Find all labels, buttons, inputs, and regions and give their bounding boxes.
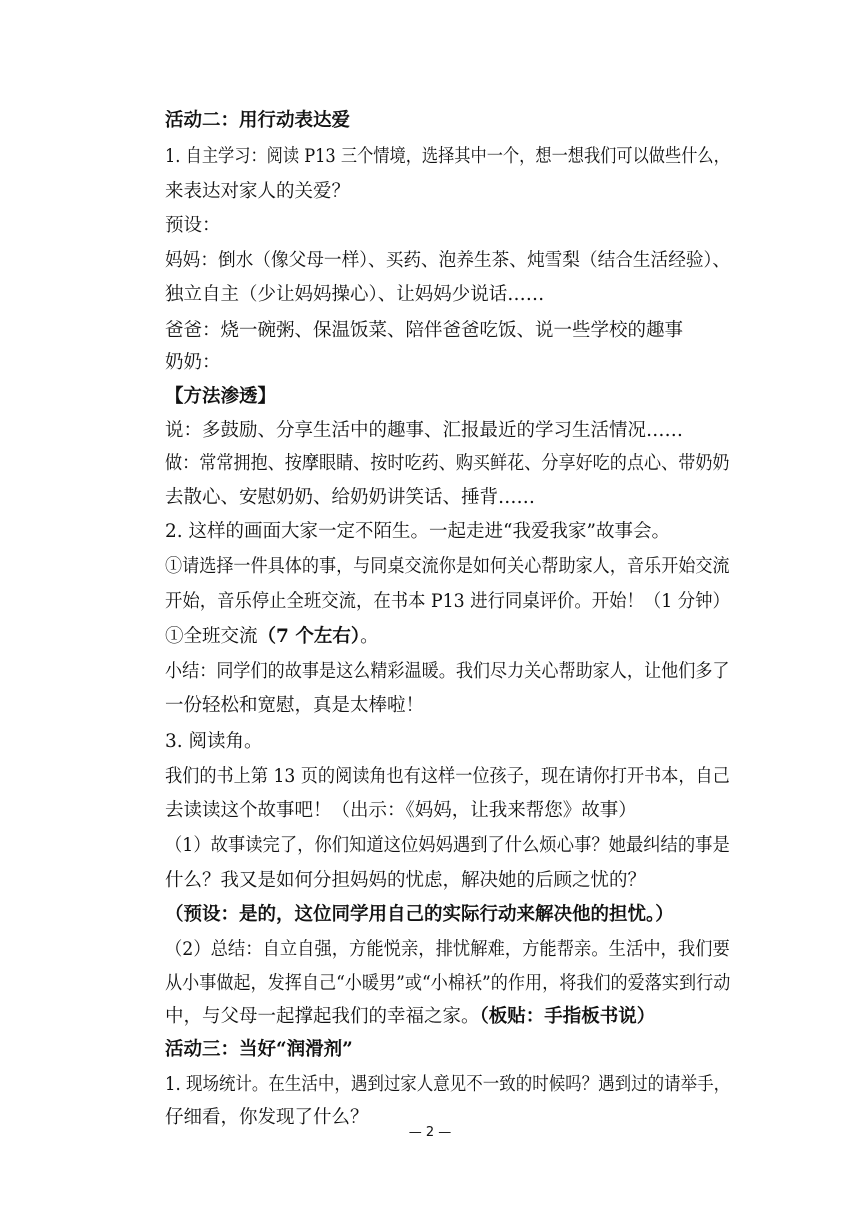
line-text: 中，与父母一起撑起我们的幸福之家。 [165, 1006, 480, 1027]
line-text: ①全班交流 [165, 626, 258, 647]
method-heading: 【方法渗透】 [165, 386, 277, 407]
paragraph-line: 去读读这个故事吧！（出示：《妈妈，让我来帮您》故事） [165, 800, 637, 821]
paragraph-line: 做：常常拥抱、按摩眼睛、按时吃药、购买鲜花、分享好吃的点心、带奶奶 [165, 453, 730, 474]
emphasis-text: （板贴：手指板书说） [479, 1006, 656, 1027]
paragraph-line: 我们的书上第 13 页的阅读角也有这样一位孩子，现在请你打开书本，自己 [165, 766, 730, 787]
heading-activity-three: 活动三：当好“润滑剂” [165, 1039, 353, 1060]
preset-note: （预设：是的，这位同学用自己的实际行动来解决他的担忧。） [165, 904, 674, 925]
paragraph-line: 一份轻松和宽慰，真是太棒啦！ [165, 695, 425, 716]
paragraph-line: 去散心、安慰奶奶、给奶奶讲笑话、捶背…… [165, 487, 536, 508]
paragraph-line: （2）总结：自立自强，方能悦亲，排忧解难，方能帮亲。生活中，我们要 [165, 939, 730, 960]
paragraph-line: 仔细看，你发现了什么？ [165, 1107, 369, 1128]
paragraph-line: 3. 阅读角。 [165, 731, 263, 752]
paragraph-line: 开始，音乐停止全班交流，在书本 P13 进行同桌评价。开始！（1 分钟） [165, 591, 730, 612]
page-number: — 2 — [408, 1125, 452, 1140]
paragraph-line: 1. 现场统计。在生活中，遇到过家人意见不一致的时候吗？遇到过的请举手， [165, 1074, 731, 1095]
paragraph-line: 来表达对家人的关爱？ [165, 181, 351, 202]
emphasis-text: （7 个左右） [257, 626, 361, 647]
paragraph-line: 从小事做起，发挥自己“小暖男”或“小棉袄”的作用，将我们的爱落实到行动 [165, 973, 731, 994]
paragraph-line: 预设： [165, 215, 221, 236]
line-text-tail: 。 [360, 626, 379, 647]
paragraph-line [165, 1005, 655, 1029]
paragraph-line: 爸爸：烧一碗粥、保温饭菜、陪伴爸爸吃饭、说一些学校的趣事 [165, 320, 684, 341]
heading-activity-two: 活动二：用行动表达爱 [165, 110, 351, 131]
paragraph-line: 独立自主（少让妈妈操心）、让妈妈少说话…… [165, 284, 545, 305]
paragraph-line: （1）故事读完了，你们知道这位妈妈遇到了什么烦心事？她最纠结的事是 [165, 835, 730, 856]
paragraph-line [165, 625, 379, 649]
paragraph-line: 奶奶： [165, 352, 221, 373]
paragraph-line: 妈妈：倒水（像父母一样）、买药、泡养生茶、炖雪梨（结合生活经验）、 [165, 250, 731, 271]
paragraph-line: 小结：同学们的故事是这么精彩温暖。我们尽力关心帮助家人，让他们多了 [165, 661, 730, 682]
paragraph-line: 1. 自主学习：阅读 P13 三个情境，选择其中一个，想一想我们可以做些什么， [165, 146, 730, 167]
paragraph-line: 什么？我又是如何分担妈妈的忧虑，解决她的后顾之忧的？ [165, 870, 647, 891]
paragraph-line: 说：多鼓励、分享生活中的趣事、汇报最近的学习生活情况…… [165, 420, 684, 441]
paragraph-line: ①请选择一件具体的事，与同桌交流你是如何关心帮助家人，音乐开始交流 [165, 556, 730, 577]
paragraph-line: 2. 这样的画面大家一定不陌生。一起走进“我爱我家”故事会。 [165, 521, 670, 542]
